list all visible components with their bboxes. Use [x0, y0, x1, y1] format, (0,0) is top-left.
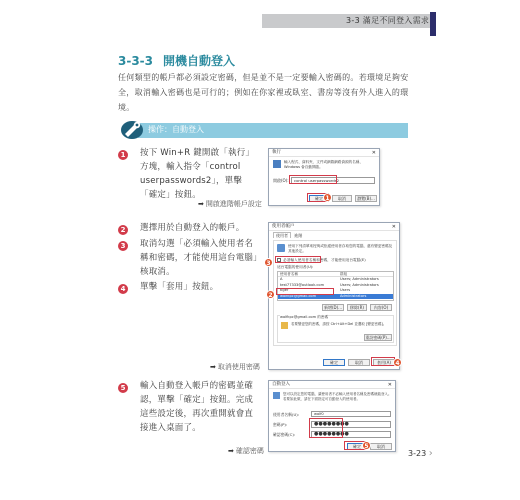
- caption-3: [228, 446, 264, 456]
- accounts-cancel-button[interactable]: 取消: [348, 359, 370, 366]
- remove-user-button[interactable]: 移除(R): [347, 304, 367, 311]
- section-number: 3-3-3: [118, 54, 154, 68]
- section-title-text: 開機自動登入: [163, 54, 236, 68]
- caption-1-text: 開啟進階帳戶設定: [205, 200, 262, 208]
- autologon-password-label: 密碼(P):: [273, 422, 288, 427]
- callout-3: 3: [264, 258, 273, 267]
- user-icon: [273, 392, 280, 399]
- accounts-dialog-title: [269, 223, 399, 231]
- step-text-2: 選擇用於自動登入的帳戶。: [140, 223, 245, 233]
- caption-3-text: 確認密碼: [235, 447, 264, 455]
- run-open-label: 開啟(O):: [273, 178, 289, 183]
- step-number-1: 1: [118, 150, 128, 160]
- row-user: A: [280, 277, 283, 281]
- auto-logon-dialog: [268, 380, 396, 452]
- accounts-ok-button[interactable]: 確定: [323, 359, 345, 366]
- run-ok-button[interactable]: 確定: [309, 195, 329, 202]
- autologon-confirm-input[interactable]: ●●●●●●●●: [311, 431, 391, 438]
- autologon-desc: 您可以設定您的電腦，讓使用者不必輸入使用者名稱及密碼就能登入。若要如此做，請在下面指定可自動登入的使用者。: [283, 392, 392, 401]
- callout-5: 5: [362, 441, 371, 450]
- autologon-password-input[interactable]: ●●●●●●●●: [311, 421, 391, 428]
- autologon-dialog-title-text: 自動登入: [272, 382, 290, 387]
- row-group: Administrators: [340, 293, 367, 298]
- require-password-label: 必須輸入使用者名稱和密碼，才能使用這台電腦(E): [283, 257, 366, 262]
- autologon-cancel-button[interactable]: 取消: [370, 443, 392, 450]
- col-group-header: 群組: [340, 272, 348, 276]
- autologon-user-input[interactable]: wolf0: [311, 411, 391, 417]
- users-list-label: 這台電腦的使用者(U):: [277, 265, 314, 269]
- highlight-command-input: [289, 175, 337, 184]
- close-icon[interactable]: ✕: [391, 224, 396, 230]
- run-command-input[interactable]: control userpasswords2: [291, 177, 375, 184]
- arrow-right-icon: ➡: [210, 363, 216, 371]
- accounts-apply-button[interactable]: 套用(A): [373, 359, 395, 366]
- callout-2: 2: [266, 290, 275, 299]
- intro-paragraph: 任何類型的帳戶都必須設定密碼，但是並不是一定要輸入密碼的。若環境足夠安全，取消輸入密碼也是可行的；例如在你家裡或臥室、書房等沒有外人進入的環境。: [118, 73, 409, 112]
- step-number-2: 2: [118, 225, 128, 235]
- step-text-3: 取消勾選「必須輸入使用者名稱和密碼，才能使用這台電腦」核取消。: [140, 239, 258, 277]
- wrench-icon: [120, 118, 146, 140]
- tab-advanced[interactable]: 進階: [294, 233, 303, 238]
- step-number-3: 3: [118, 241, 128, 251]
- step-number-4: 4: [118, 284, 128, 294]
- autologon-ok-button[interactable]: 確定: [347, 443, 367, 450]
- row-user: test77333@outlook.com: [280, 282, 325, 287]
- run-app-icon: [273, 160, 281, 168]
- add-user-button[interactable]: 新增(D)...: [323, 305, 342, 310]
- users-icon: [277, 244, 285, 252]
- autologon-dialog-title: [269, 381, 395, 389]
- step-text-5: 輸入自動登入帳戶的密碼並確認，單擊「確定」按鈕。完成這些設定後，再次重開就會直接進入桌面了。: [140, 381, 254, 433]
- col-user-header: 使用者名稱: [280, 272, 298, 276]
- row-group: Users: [340, 288, 351, 292]
- chapter-tab-marker: [430, 12, 436, 36]
- accounts-tabs: [273, 233, 304, 239]
- accounts-dialog-title-text: 使用者帳戶: [272, 224, 295, 229]
- chevron-right-icon: ›: [428, 448, 433, 459]
- highlight-selected-user: [276, 288, 334, 295]
- page-number: [408, 448, 433, 459]
- row-user: tiger: [280, 288, 289, 292]
- tab-users[interactable]: 使用者: [273, 232, 291, 238]
- reset-password-button[interactable]: 重設密碼(P)...: [365, 335, 391, 340]
- row-group: Users; Administrators: [340, 277, 379, 281]
- password-group-label: wolfkpc@gmail.com 的密碼: [280, 315, 329, 319]
- operation-label: 操作：自動登入: [148, 125, 204, 134]
- highlight-apply-button: [371, 357, 395, 366]
- run-dialog-desc: 輸入程式、資料夾、文件或網際網路資源的名稱，Windows 會自動開啟。: [284, 160, 364, 169]
- caption-1: [198, 199, 262, 209]
- caption-2-text: 取消使用密碼: [217, 363, 260, 371]
- page-number-text: 3-23: [408, 449, 427, 458]
- run-browse-button[interactable]: 瀏覽(B)...: [355, 195, 377, 202]
- caption-2: [210, 362, 260, 372]
- users-table: [277, 271, 394, 301]
- callout-4: 4: [393, 358, 402, 367]
- run-cancel-button[interactable]: 取消: [332, 195, 352, 202]
- row-group: Users; Administrators: [340, 282, 379, 287]
- close-icon[interactable]: ✕: [371, 150, 376, 156]
- password-group: [277, 315, 394, 343]
- autologon-user-label: 使用者名稱(U):: [273, 412, 300, 417]
- arrow-right-icon: ➡: [228, 447, 234, 455]
- run-dialog-title: [269, 149, 379, 157]
- row-user: wolfkpc@gmail.com: [280, 293, 317, 298]
- user-accounts-dialog: [268, 222, 400, 370]
- step-text-4: 單擊「套用」按鈕。: [140, 282, 219, 292]
- accounts-desc: 使用下列清單來授與或拒絕使用者存取您的電腦，還有變更密碼及其他設定。: [288, 244, 393, 253]
- autologon-confirm-label: 確認密碼(C):: [273, 432, 296, 437]
- callout-1: 1: [323, 193, 332, 202]
- step-number-5: 5: [118, 383, 128, 393]
- step-text-1: 按下 Win+R 鍵開啟「執行」方塊，輸入指令「control userpasswords2」，單擊「確定」按鈕。: [140, 148, 255, 200]
- section-title: [118, 52, 235, 69]
- close-icon[interactable]: ✕: [387, 382, 392, 388]
- key-icon: [281, 322, 288, 329]
- password-desc: 若要變更您的密碼，請按 Ctrl+Alt+Del 並選取 [變更密碼]。: [291, 322, 387, 326]
- chapter-header-text: 3-3 滿足不同登入需求: [346, 16, 430, 25]
- run-dialog-title-text: 執行: [272, 150, 281, 155]
- arrow-right-icon: ➡: [198, 200, 204, 208]
- properties-button[interactable]: 內容(O): [370, 304, 392, 311]
- highlight-password-fields: [309, 418, 343, 438]
- highlight-checkbox: [275, 256, 321, 263]
